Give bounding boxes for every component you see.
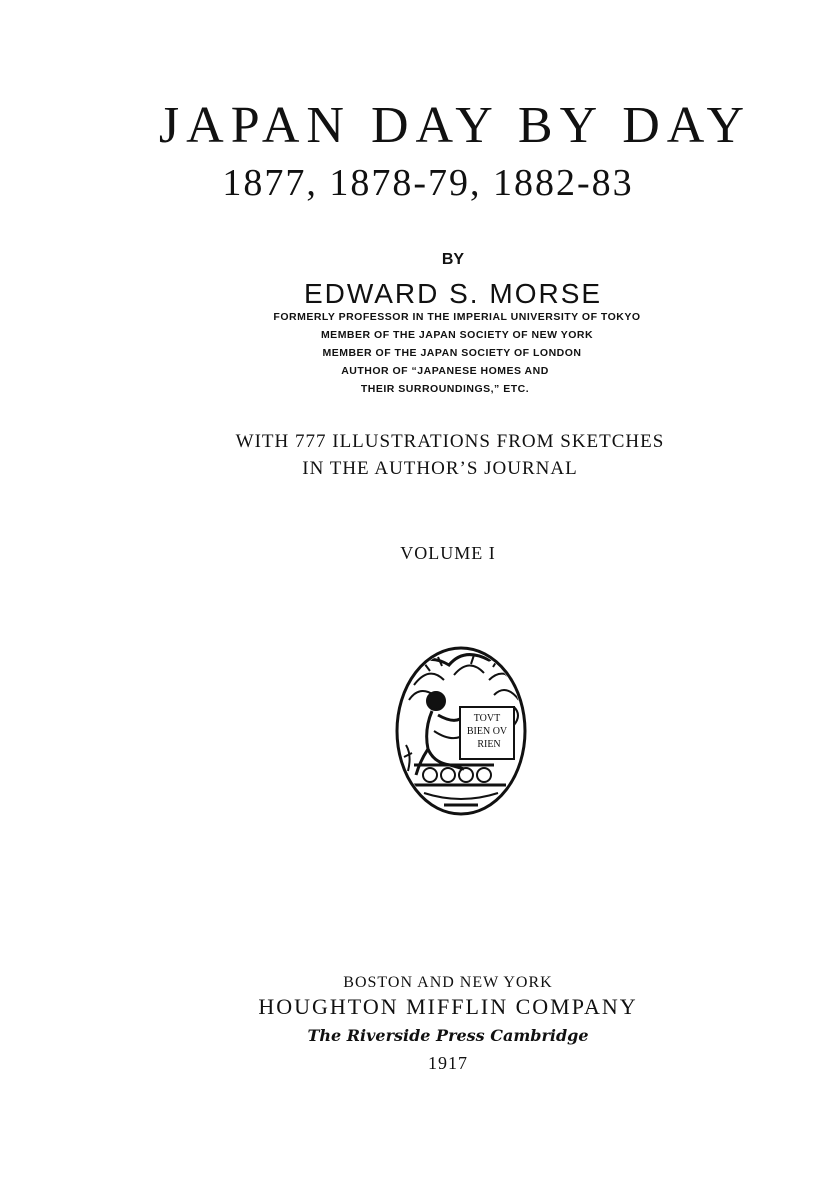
publication-year: 1917	[428, 1053, 468, 1073]
author-credential: THEIR SURROUNDINGS,” ETC.	[360, 383, 530, 395]
illustrations-note: WITH 777 ILLUSTRATIONS FROM SKETCHES	[235, 431, 665, 452]
author-credential: FORMERLY PROFESSOR IN THE IMPERIAL UNIVERSITY OF TOKYO	[273, 311, 641, 323]
emblem-motto: RIEN	[477, 739, 501, 750]
publisher-press: The Riverside Press Cambridge	[307, 1026, 589, 1045]
author-credential: AUTHOR OF “JAPANESE HOMES AND	[341, 365, 549, 377]
author-name: EDWARD S. MORSE	[303, 278, 603, 309]
volume-label: VOLUME I	[400, 543, 496, 563]
by-label: BY	[441, 251, 465, 268]
author-credential: MEMBER OF THE JAPAN SOCIETY OF LONDON	[322, 347, 582, 359]
emblem-motto: TOVT	[473, 713, 501, 724]
emblem-motto: BIEN OV	[466, 726, 508, 737]
illustrations-note: IN THE AUTHOR’S JOURNAL	[302, 458, 578, 479]
book-title: JAPAN DAY BY DAY	[158, 97, 752, 154]
book-dates: 1877, 1878-79, 1882-83	[222, 162, 634, 204]
publisher-cities: BOSTON AND NEW YORK	[343, 974, 553, 991]
publisher-name: HOUGHTON MIFFLIN COMPANY	[258, 994, 638, 1019]
publisher-emblem-icon	[394, 645, 528, 817]
author-credential: MEMBER OF THE JAPAN SOCIETY OF NEW YORK	[320, 329, 594, 341]
